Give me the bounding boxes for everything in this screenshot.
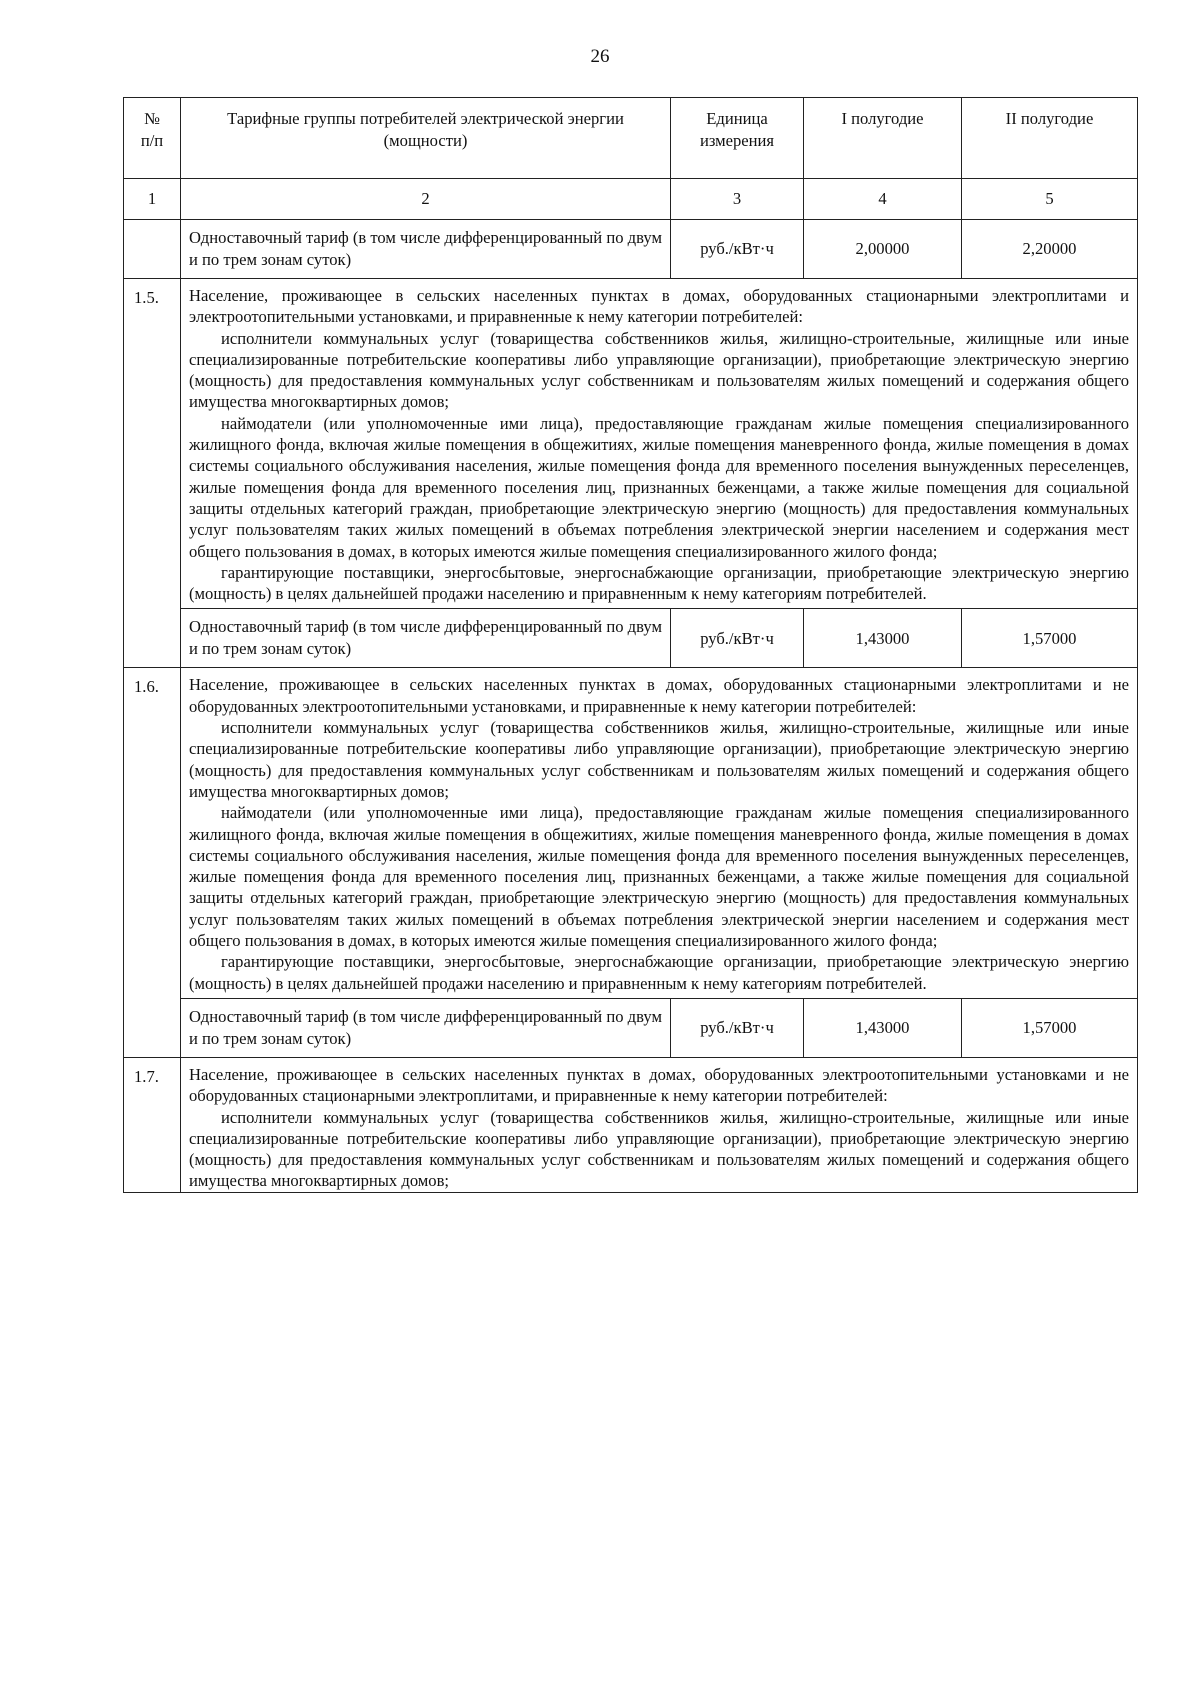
section-paragraph: исполнители коммунальных услуг (товарищества собственников жилья, жилищно-строительные, жилищные или иные специализированные потребительские кооперативы либо управляющие организации), приобретающие электрическую энергию (мощность) для предоставления коммунальных услуг собственникам и пользователям жилых помещений и содержания общего имущества многоквартирных домов; [189,328,1129,412]
tariff-h2-value: 1,57000 [962,609,1138,668]
header-unit: Единица измерения [671,98,804,179]
column-index: 4 [804,179,962,220]
section-num: 1.7. [124,1057,181,1192]
section-intro: Население, проживающее в сельских населенных пунктах в домах, оборудованных стационарными электроплитами и электроотопительными установками, и приравненные к нему категории потребителей: [189,286,1129,327]
column-index-row [124,179,1138,220]
section-intro: Население, проживающее в сельских населенных пунктах в домах, оборудованных стационарными электроплитами и не оборудованных электроотопительными установками, и приравненные к нему категории потребителей: [189,675,1129,716]
section-paragraph: гарантирующие поставщики, энергосбытовые, энергоснабжающие организации, приобретающие электрическую энергию (мощность) в целях дальнейшей продажи населению и приравненным к нему категориям потребителей. [189,952,1129,993]
column-index: 5 [962,179,1138,220]
section-row [124,279,1138,609]
tariff-label: Одноставочный тариф (в том числе дифференцированный по двум и по трем зонам суток) [181,609,671,668]
header-row [124,98,1138,179]
tariff-unit: руб./кВт·ч [671,220,804,279]
section-description [181,668,1138,998]
section-description [181,279,1138,609]
header-h2: II полугодие [962,98,1138,179]
section-paragraph: наймодатели (или уполномоченные ими лица), предоставляющие гражданам жилые помещения специализированного жилищного фонда, включая жилые помещения в общежитиях, жилые помещения маневренного фонда, жилые помещения в домах системы социального обслуживания населения, жилые помещения фонда для временного поселения вынужденных переселенцев, жилые помещения фонда для временного поселения лиц, признанных беженцами, а также жилые помещения для социальной защиты отдельных категорий граждан, приобретающие электрическую энергию (мощность) для предоставления коммунальных услуг пользователям таких жилых помещений в объемах потребления электрической энергии населением и содержания мест общего пользования в домах, в которых имеются жилые помещения специализированного жилого фонда; [189,803,1129,951]
section-intro: Население, проживающее в сельских населенных пунктах в домах, оборудованных электроотопительными установками и не оборудованных стационарными электроплитами, и приравненные к нему категории потребителей: [189,1064,1129,1106]
tariff-num [124,220,181,279]
column-index: 3 [671,179,804,220]
section-paragraph: гарантирующие поставщики, энергосбытовые, энергоснабжающие организации, приобретающие электрическую энергию (мощность) в целях дальнейшей продажи населению и приравненным к нему категориям потребителей. [189,562,1129,604]
section-paragraph: исполнители коммунальных услуг (товарищества собственников жилья, жилищно-строительные, жилищные или иные специализированные потребительские кооперативы либо управляющие организации), приобретающие электрическую энергию (мощность) для предоставления коммунальных услуг собственникам и пользователям жилых помещений и содержания общего имущества многоквартирных домов; [189,1107,1129,1191]
tariff-row [124,609,1138,668]
tariff-table [123,97,1138,1193]
tariff-h1-value: 1,43000 [804,998,962,1057]
column-index: 2 [181,179,671,220]
section-description [181,1057,1138,1192]
section-row [124,1057,1138,1192]
column-index: 1 [124,179,181,220]
tariff-label: Одноставочный тариф (в том числе дифференцированный по двум и по трем зонам суток) [181,220,671,279]
tariff-row [124,220,1138,279]
section-paragraph: исполнители коммунальных услуг (товарищества собственников жилья, жилищно-строительные, жилищные или иные специализированные потребительские кооперативы либо управляющие организации), приобретающие электрическую энергию (мощность) для предоставления коммунальных услуг собственникам и пользователям жилых помещений и содержания общего имущества многоквартирных домов; [189,718,1129,801]
header-num: № п/п [124,98,181,179]
tariff-h2-value: 2,20000 [962,220,1138,279]
section-paragraph: наймодатели (или уполномоченные ими лица), предоставляющие гражданам жилые помещения специализированного жилищного фонда, включая жилые помещения в общежитиях, жилые помещения маневренного фонда, жилые помещения в домах системы социального обслуживания населения, жилые помещения фонда для временного поселения вынужденных переселенцев, жилые помещения фонда для временного поселения лиц, признанных беженцами, а также жилые помещения для социальной защиты отдельных категорий граждан, приобретающие электрическую энергию (мощность) для предоставления коммунальных услуг пользователям таких жилых помещений в объемах потребления электрической энергии населением и содержания мест общего пользования в домах, в которых имеются жилые помещения специализированного жилого фонда; [189,413,1129,561]
tariff-h1-value: 1,43000 [804,609,962,668]
tariff-h2-value: 1,57000 [962,998,1138,1057]
tariff-unit: руб./кВт·ч [671,998,804,1057]
tariff-h1-value: 2,00000 [804,220,962,279]
header-h1: I полугодие [804,98,962,179]
tariff-row [124,998,1138,1057]
tariff-label: Одноставочный тариф (в том числе дифференцированный по двум и по трем зонам суток) [181,998,671,1057]
section-num: 1.6. [124,668,181,1057]
page-number: 26 [590,46,610,67]
tariff-unit: руб./кВт·ч [671,609,804,668]
header-group: Тарифные группы потребителей электрической энергии (мощности) [181,98,671,179]
section-num: 1.5. [124,279,181,668]
section-row [124,668,1138,998]
